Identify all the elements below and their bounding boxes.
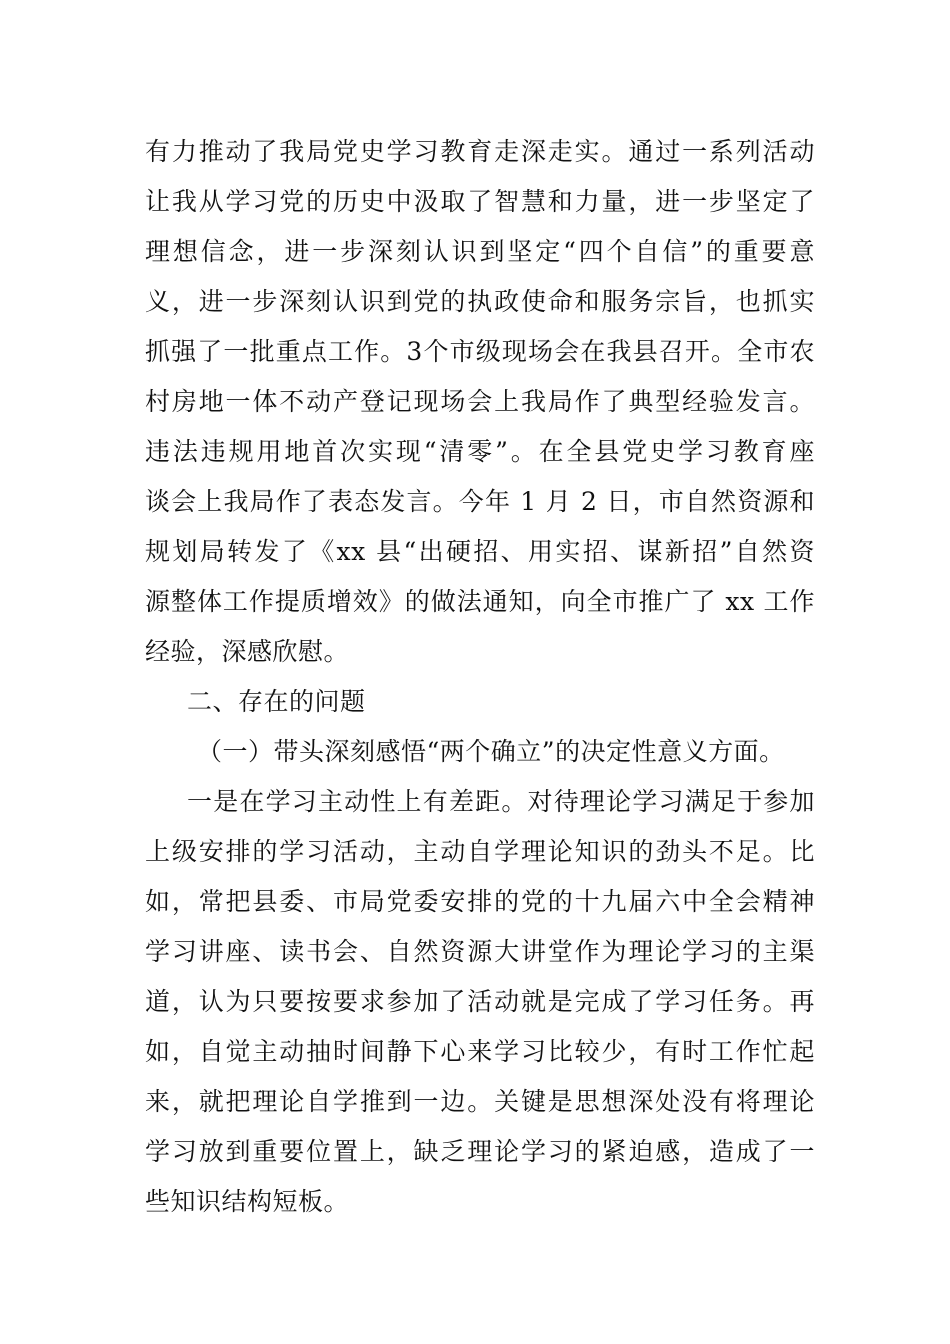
- text-line: 抓强了一批重点工作。3个市级现场会在我县召开。全市农: [145, 337, 815, 366]
- text-line: 一是在学习主动性上有差距。对待理论学习满足于参加: [187, 787, 815, 816]
- text-line: 上级安排的学习活动，主动自学理论知识的劲头不足。比: [145, 837, 815, 866]
- text-line: 如，常把县委、市局党委安排的党的十九届六中全会精神: [145, 887, 815, 916]
- text-line: 学习讲座、读书会、自然资源大讲堂作为理论学习的主渠: [145, 937, 815, 966]
- text-line: 义，进一步深刻认识到党的执政使命和服务宗旨，也抓实: [145, 287, 815, 316]
- text-line: 让我从学习党的历史中汲取了智慧和力量，进一步坚定了: [145, 187, 815, 216]
- text-line: 些知识结构短板。: [145, 1187, 350, 1216]
- text-line: 谈会上我局作了表态发言。今年 1 月 2 日，市自然资源和: [145, 487, 815, 516]
- subsection-heading: （一）带头深刻感悟“两个确立”的决定性意义方面。: [197, 737, 785, 766]
- text-line: 经验，深感欣慰。: [145, 637, 350, 666]
- text-line: 道，认为只要按要求参加了活动就是完成了学习任务。再: [145, 987, 815, 1016]
- section-heading: 二、存在的问题: [187, 687, 366, 716]
- text-line: 如，自觉主动抽时间静下心来学习比较少，有时工作忙起: [145, 1037, 815, 1066]
- text-line: 有力推动了我局党史学习教育走深走实。通过一系列活动: [145, 137, 815, 166]
- text-line: 源整体工作提质增效》的做法通知，向全市推广了 xx 工作: [145, 587, 815, 616]
- document-body: [145, 127, 815, 1227]
- text-line: 来，就把理论自学推到一边。关键是思想深处没有将理论: [145, 1087, 815, 1116]
- text-line: 理想信念，进一步深刻认识到坚定“四个自信”的重要意: [145, 237, 815, 266]
- text-line: 违法违规用地首次实现“清零”。在全县党史学习教育座: [145, 437, 815, 466]
- paragraph-continuation: [145, 127, 815, 677]
- text-line: 规划局转发了《xx 县“出硬招、用实招、谋新招”自然资: [145, 537, 815, 566]
- text-line: 学习放到重要位置上，缺乏理论学习的紧迫感，造成了一: [145, 1137, 815, 1166]
- text-line: 村房地一体不动产登记现场会上我局作了典型经验发言。: [145, 387, 815, 416]
- paragraph-issue-one: [145, 777, 815, 1227]
